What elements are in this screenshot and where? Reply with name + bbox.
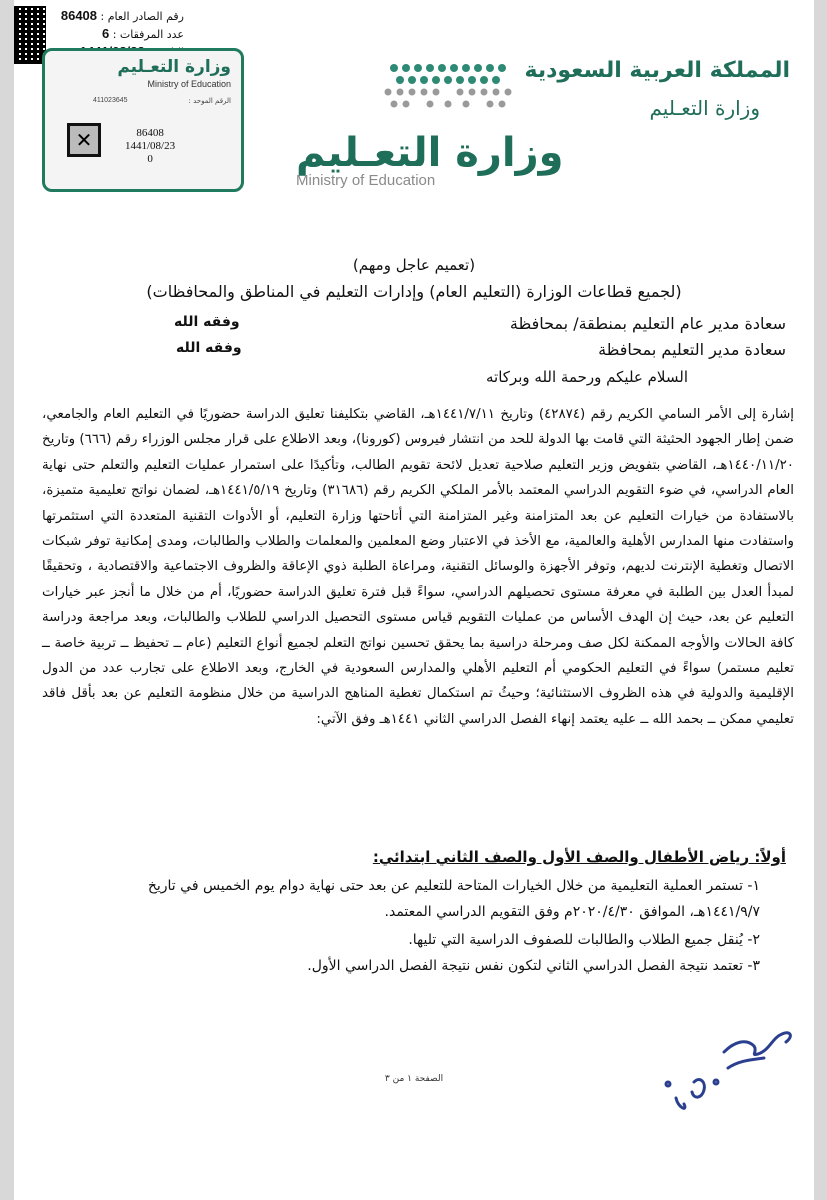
registry-values bbox=[125, 127, 175, 166]
signature bbox=[654, 1012, 804, 1122]
addressee-2: سعادة مدير التعليم بمحافظة bbox=[598, 340, 786, 359]
registry-code-label: الرقم الموحد : bbox=[188, 97, 231, 105]
list-item-3: ٣- تعتمد نتيجة الفصل الدراسي الثاني لتكون نفس نتيجة الفصل الدراسي الأول. bbox=[307, 958, 760, 974]
registry-code-value: 411023645 bbox=[93, 97, 128, 104]
registry-number: 86408 bbox=[136, 127, 164, 139]
list-item-1-line-1: ١- تستمر العملية التعليمية من خلال الخيارات المتاحة للتعليم عن بعد حتى نهاية دوام يوم الخميس في تاريخ bbox=[147, 878, 760, 894]
letter-body: إشارة إلى الأمر السامي الكريم رقم (٤٢٨٧٤) وتاريخ ١٤٤١/٧/١١هـ، القاضي بتكليفنا تعليق الدراسة حضوريًا في التعليم العام والجامعي، ضمن إطار الجهود الحثيثة التي قامت بها الدولة للحد من انتشار فيروس (كورونا)، وبعد الاطلاع على قرار مجلس الوزراء رقم (٦٦٦) وتاريخ ١٤٤٠/١١/٢٠هـ، القاضي بتفويض وزير التعليم صلاحية تعديل لائحة تقويم الطالب، وتأكيدًا على استمرار عمليات التعليم والتعلم حتى نهاية العام الدراسي، في ضوء التقويم الدراسي المعتمد بالأمر الملكي الكريم رقم (٣١٦٨٦) وتاريخ ١٤٤١/٥/١٩هـ، لضمان نواتج تعليمية متميزة، بالاستفادة من خيارات التعليم عن بعد المتزامنة وغير المتزامنة التي أتاحتها وزارة التعليم، أو الأدوات التقنية المتعددة التي استثمرتها واستفادت منها المدارس الأهلية والعالمية، مع الأخذ في الاعتبار وضع المعلمين والمعلمات والطلاب والطالبات، ومدى إمكانية توفر شبكات الاتصال وتغطية الإنترنت لديهم، وتوفر الأجهزة والوسائل التقنية، ومراعاة الطلبة ذوي الإعاقة والظروف الاجتماعية والاقتصادية ، وتحقيقًا لمبدأ العدل بين الطلبة في معرفة مستوى تحصيلهم الدراسي، سواءً قبل فترة تعليق الدراسة حضوريًا، أم من خلال ما أنجز عبر خيارات التعليم عن بعد، حيث إن الهدف الأساس من عمليات التقويم قياس مستوى التحصيل الدراسي للطلاب والطالبات، وبعد مراجعة ودراسة كافة الحالات والأوجه الممكنة لكل صف ومرحلة دراسية بما يحقق تحسين نواتج التعلم لجميع أنواع التعليم (عام ــ تحفيظ ــ تربية خاصة ــ تعليم مستمر) سواءً في التعليم الحكومي أم التعليم الأهلي والمدارس السعودية في الخارج، وبعد الاطلاع على تجارب عدد من الدول الإقليمية والدولية في هذه الظروف الاستثنائية؛ وحيثُ تم استكمال تغطية المناهج الدراسية من خلال منظومة التعليم عن بعد بأقل فاقد تعليمي ممكن ــ بحمد الله ــ عليه يعتمد إنهاء الفصل الدراسي الثاني ١٤٤١هـ وفق الآتي: bbox=[42, 407, 795, 727]
addressee-1: سعادة مدير عام التعليم بمنطقة/ بمحافظة bbox=[509, 314, 786, 333]
list-item-2: ٢- يُنقل جميع الطلاب والطالبات للصفوف الدراسية التي تليها. bbox=[408, 932, 760, 948]
attachments-label: عدد المرفقات : bbox=[112, 28, 184, 41]
blessing-2: وفقه الله bbox=[176, 340, 242, 356]
kingdom-title: المملكة العربية السعودية bbox=[524, 58, 790, 83]
ministry-header: وزارة التعـليم bbox=[649, 96, 760, 120]
title-recipients: (لجميع قطاعات الوزارة (التعليم العام) وإدارات التعليم في المناطق والمحافظات) bbox=[146, 282, 682, 301]
greeting: السلام عليكم ورحمة الله وبركاته bbox=[486, 368, 688, 386]
registry-ministry-en: Ministry of Education bbox=[147, 79, 231, 89]
logo-ministry-ar: وزارة التعـليم bbox=[296, 130, 564, 176]
registry-date: 1441/08/23 bbox=[125, 140, 176, 152]
document-page bbox=[14, 0, 814, 1200]
attachments-line bbox=[102, 26, 184, 41]
registry-count: 0 bbox=[147, 153, 153, 165]
page-number: الصفحة ١ من ٣ bbox=[384, 1074, 444, 1084]
close-icon: ✕ bbox=[67, 123, 101, 157]
blessing-1: وفقه الله bbox=[174, 314, 240, 330]
attachments-number: 6 bbox=[101, 26, 110, 41]
title-urgent: (تعميم عاجل ومهم) bbox=[352, 256, 476, 274]
ministry-logo-icon bbox=[374, 58, 524, 118]
issue-number: 86408 bbox=[60, 8, 98, 23]
section-title: أولاً: رياض الأطفال والصف الأول والصف الثاني ابتدائي: bbox=[372, 848, 786, 866]
issue-number-line bbox=[61, 8, 184, 23]
registry-ministry-ar: وزارة التعـليم bbox=[117, 57, 231, 77]
logo-ministry-en: Ministry of Education bbox=[296, 172, 436, 189]
issue-label: رقم الصادر العام : bbox=[100, 10, 184, 23]
list-item-1-line-2: ١٤٤١/٩/٧هـ، الموافق ٢٠٢٠/٤/٣٠م وفق التقويم الدراسي المعتمد. bbox=[384, 904, 760, 920]
registry-card bbox=[42, 48, 244, 192]
